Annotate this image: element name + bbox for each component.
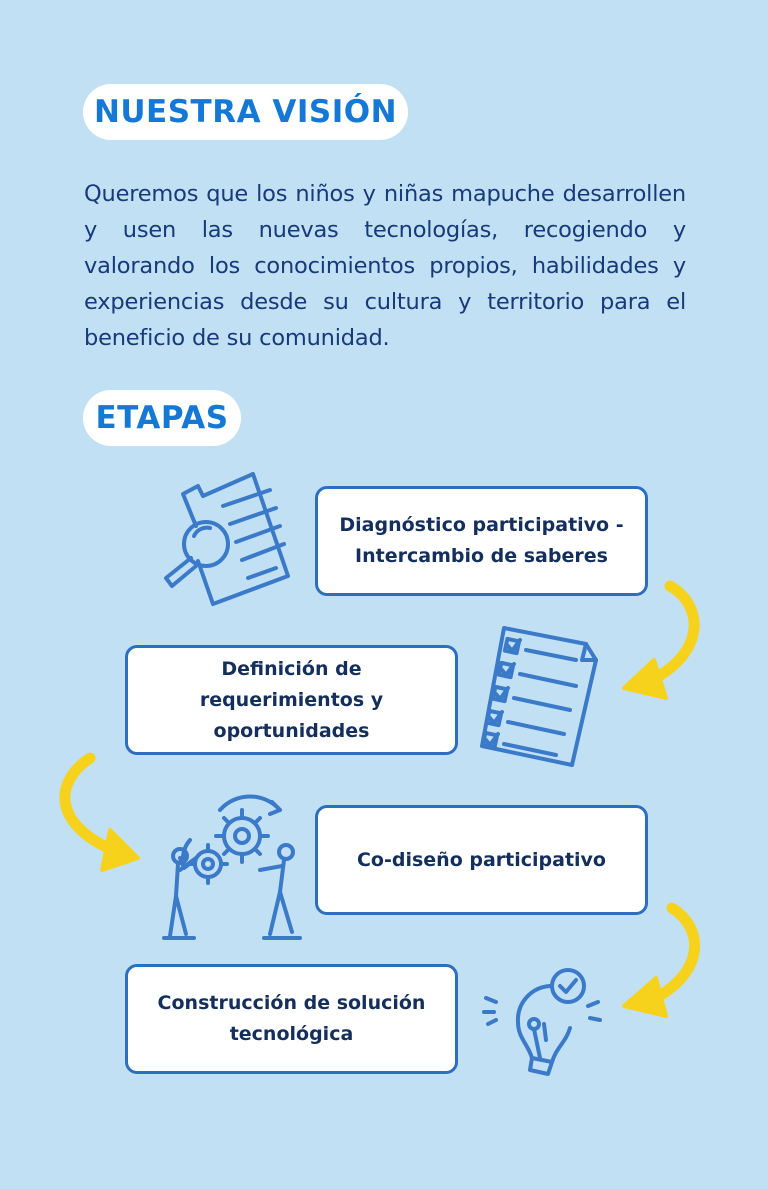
document-magnifier-icon (158, 466, 298, 611)
checklist-icon (476, 620, 606, 770)
people-gears-icon (160, 796, 308, 944)
stage-box-codiseno (315, 805, 648, 915)
stage-label-diagnostico: Diagnóstico participativo - Intercambio de saberes (339, 514, 624, 567)
stages-heading: ETAPAS (83, 390, 241, 446)
yellow-arrow-2 (50, 752, 150, 876)
lightbulb-check-icon (480, 962, 604, 1082)
stage-label-definicion: Definición de requerimientos y oportunidades (199, 657, 384, 742)
vision-paragraph: Queremos que los niños y niñas mapuche desarrollen y usen las nuevas tecnologías, recogiendo y valorando los conocimientos propios, habilidades y experiencias desde su cultura y territorio para el beneficio de su comunidad. (84, 181, 686, 351)
stage-label-construccion: Construcción de solución tecnológica (157, 992, 426, 1045)
stage-label-codiseno: Co-diseño participativo (356, 848, 606, 871)
yellow-arrow-1 (620, 580, 710, 700)
vision-heading: NUESTRA VISIÓN (83, 84, 408, 140)
stage-box-definicion (125, 645, 458, 755)
stage-box-construccion (125, 964, 458, 1074)
yellow-arrow-3 (620, 902, 710, 1020)
stage-box-diagnostico (315, 486, 648, 596)
